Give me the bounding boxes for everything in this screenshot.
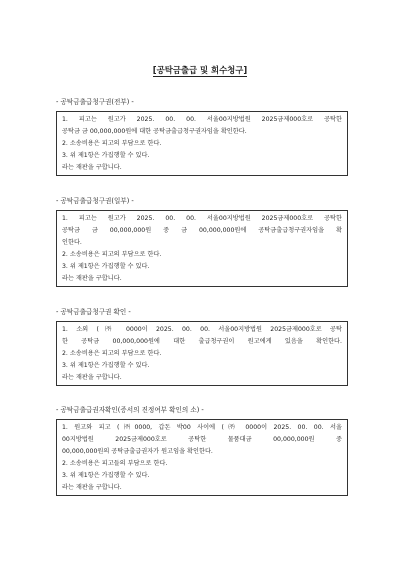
claim-line: 1. 피고는 원고가 2025. 00. 00. 서울00지방법원 2025금제000호로 공탁한 <box>62 116 342 123</box>
claim-line: 3. 위 제1항은 가집행할 수 있다. <box>62 472 150 479</box>
claim-line: 00,000,000원의 공탁금출급권자가 원고임을 확인한다. <box>62 448 213 455</box>
claim-line: 라는 재판을 구합니다. <box>62 275 122 282</box>
claim-line: 라는 재판을 구합니다. <box>62 484 122 491</box>
claim-line: 2. 소송비용은 피고들의 부담으로 한다. <box>62 460 168 467</box>
claim-line: 3. 위 제1항은 가집행할 수 있다. <box>62 152 150 159</box>
section-claim-confirmation <box>56 307 348 386</box>
document-title-text: [공탁금출급 및 회수청구] <box>152 65 248 75</box>
claim-line: 공탁금 금 00,000,000원 중 금 00,000,000원에 공탁금출급청구권자임을 확 <box>62 227 342 234</box>
section-heading: - 공탁금출급청구권(일부) - <box>56 197 134 205</box>
claim-line: 한 공탁금 00,000,000원에 대한 출급청구권이 원고에게 있음을 확인한다. <box>62 338 342 345</box>
claim-line: 2. 소송비용은 피고의 부담으로 한다. <box>62 251 162 258</box>
claim-box <box>56 419 348 496</box>
section-heading: - 공탁금출급권자확인(증서의 진정여부 확인의 소) - <box>56 406 204 414</box>
section-full-claim <box>56 97 348 176</box>
claim-box <box>56 210 348 287</box>
section-heading: - 공탁금출급청구권 확인 - <box>56 308 131 316</box>
claim-line: 1. 소외 (㈜ 0000이 2025. 00. 00. 서울00지방법원 2025금제000호로 공탁 <box>62 326 342 333</box>
claim-line: 인한다. <box>62 239 82 246</box>
document-title <box>0 64 400 76</box>
claim-line: 3. 위 제1항은 가집행할 수 있다. <box>62 263 150 270</box>
claim-line: 라는 재판을 구합니다. <box>62 374 122 381</box>
claim-line: 2. 소송비용은 피고의 부담으로 한다. <box>62 350 162 357</box>
claim-line: 1. 원고와 피고 (㈜0000, 갑돈 박00 사이에 (㈜ 0000이 2025. 00. 00. 서울 <box>62 424 342 431</box>
claim-line: 라는 재판을 구합니다. <box>62 164 122 171</box>
section-heading: - 공탁금출급청구권(전부) - <box>56 98 134 106</box>
claim-line: 1. 피고는 원고가 2025. 00. 00. 서울00지방법원 2025금제000호로 공탁한 <box>62 215 342 222</box>
section-partial-claim <box>56 196 348 287</box>
claim-box <box>56 321 348 386</box>
claim-line: 3. 위 제1항은 가집행할 수 있다. <box>62 362 150 369</box>
claim-line: 00지방법원 2025금제000호로 공탁한 물품대금 00,000,000원 중 <box>62 436 342 443</box>
claim-line: 2. 소송비용은 피고의 부담으로 한다. <box>62 140 162 147</box>
claim-line: 공탁금 금 00,000,000원에 대한 공탁금출급청구권자임을 확인한다. <box>62 128 247 135</box>
section-deed-authenticity <box>56 405 348 496</box>
claim-box <box>56 111 348 176</box>
